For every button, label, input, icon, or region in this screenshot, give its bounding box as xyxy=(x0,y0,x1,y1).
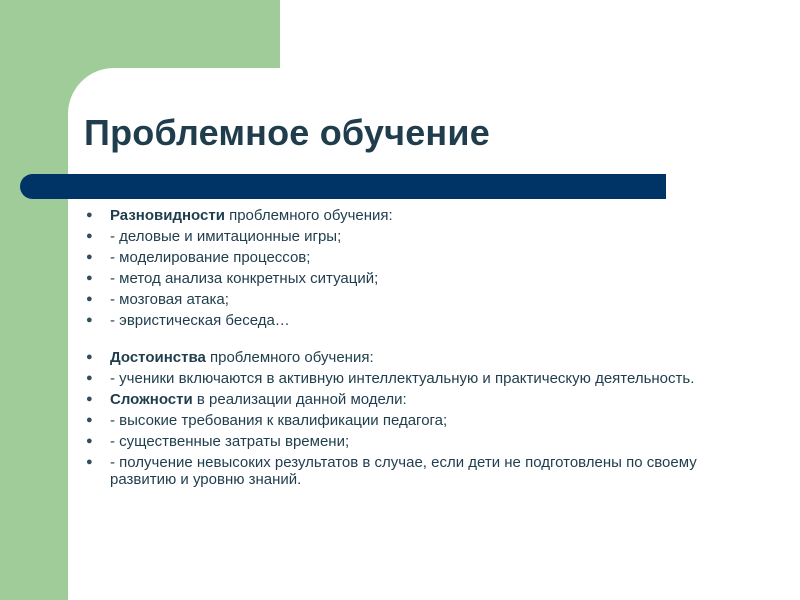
list-item: ● - мозговая атака; xyxy=(86,291,229,308)
bullet-dot-icon: ● xyxy=(86,435,93,447)
bullet-dot-icon: ● xyxy=(86,393,93,405)
list-item: ● - деловые и имитационные игры; xyxy=(86,228,342,245)
list-item: ● - эвристическая беседа… xyxy=(86,312,290,329)
bullet-dot-icon: ● xyxy=(86,209,93,221)
title-underline-bar xyxy=(20,174,666,199)
list-item: ● - получение невысоких результатов в случае, если дети не подготовлены по своему развитию и уровню знаний. xyxy=(86,454,697,488)
bullet-dot-icon: ● xyxy=(86,293,93,305)
slide-title: Проблемное обучение xyxy=(84,112,490,153)
bullet-dot-icon: ● xyxy=(86,251,93,263)
bullet-dot-icon: ● xyxy=(86,456,93,468)
bullet-list xyxy=(84,207,734,492)
bullet-dot-icon: ● xyxy=(86,230,93,242)
list-item: ● Сложности в реализации данной модели: xyxy=(86,391,407,408)
list-item: ● - высокие требования к квалификации педагога; xyxy=(86,412,448,429)
list-item: ● - ученики включаются в активную интеллектуальную и практическую деятельность. xyxy=(86,370,695,387)
list-item: ● - моделирование процессов; xyxy=(86,249,311,266)
bullet-dot-icon: ● xyxy=(86,414,93,426)
list-item: ● Разновидности проблемного обучения: xyxy=(86,207,393,224)
bullet-dot-icon: ● xyxy=(86,314,93,326)
list-item: ● - метод анализа конкретных ситуаций; xyxy=(86,270,379,287)
bullet-dot-icon: ● xyxy=(86,351,93,363)
list-item: ● Достоинства проблемного обучения: xyxy=(86,349,374,366)
bullet-dot-icon: ● xyxy=(86,372,93,384)
list-item: ● - существенные затраты времени; xyxy=(86,433,350,450)
bullet-dot-icon: ● xyxy=(86,272,93,284)
